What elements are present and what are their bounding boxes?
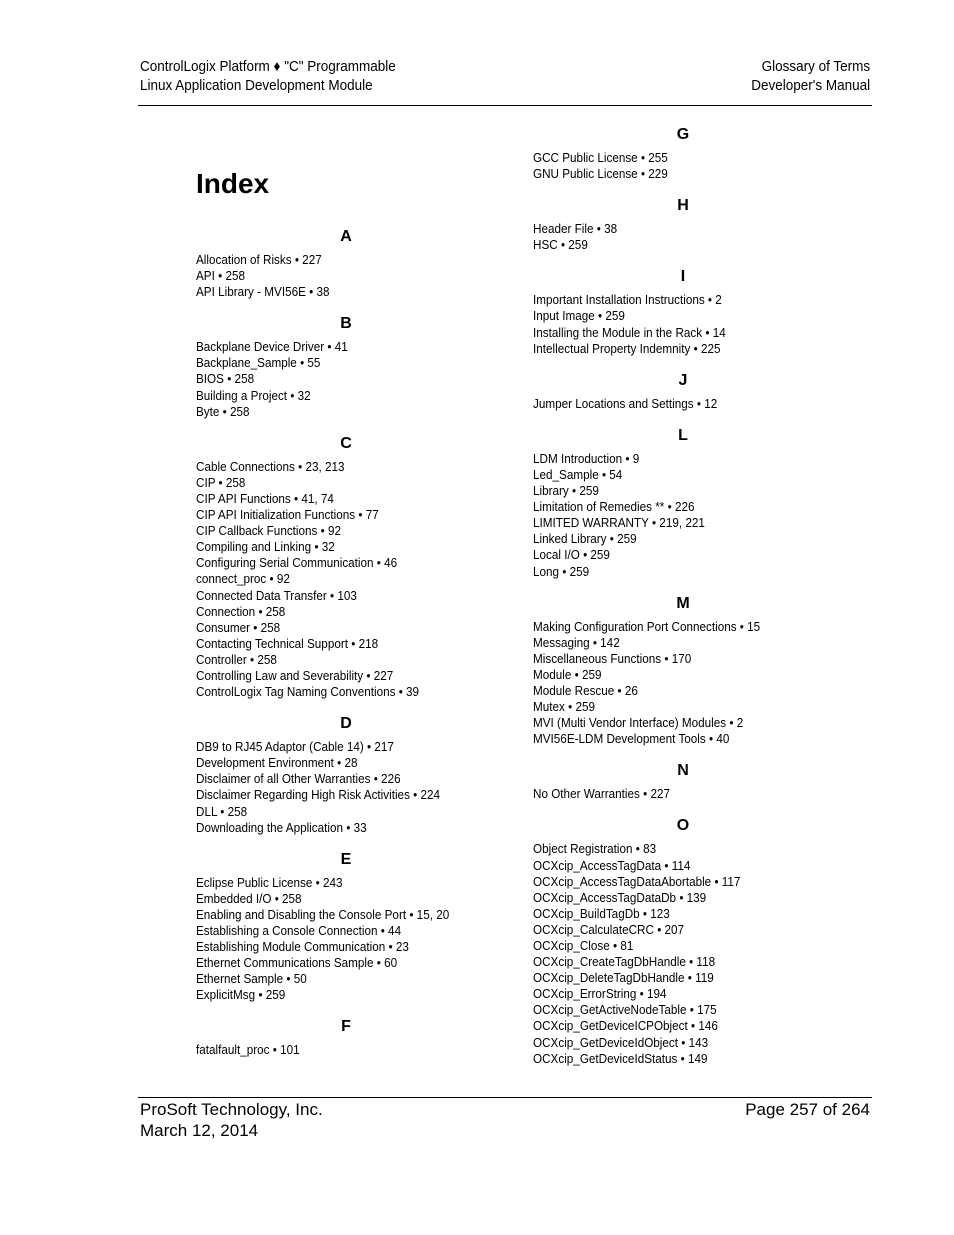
- index-group-l: [533, 451, 833, 580]
- index-entry[interactable]: Controller • 258: [196, 651, 277, 667]
- index-entry[interactable]: Installing the Module in the Rack • 14: [533, 324, 726, 340]
- index-entry[interactable]: OCXcip_AccessTagDataAbortable • 117: [533, 873, 741, 889]
- index-entry[interactable]: Local I/O • 259: [533, 547, 610, 563]
- index-entry[interactable]: Building a Project • 32: [196, 387, 311, 403]
- index-entry[interactable]: Library • 259: [533, 483, 599, 499]
- index-entry[interactable]: Mutex • 259: [533, 699, 595, 715]
- index-entry[interactable]: Disclaimer Regarding High Risk Activities • 224: [196, 787, 441, 803]
- index-letter-heading: C: [340, 434, 352, 452]
- index-entry[interactable]: Compiling and Linking • 32: [196, 539, 335, 555]
- index-group-j: [533, 396, 833, 412]
- index-entry[interactable]: Byte • 258: [196, 403, 250, 419]
- index-entry[interactable]: OCXcip_BuildTagDb • 123: [533, 905, 670, 921]
- index-group-o: [533, 841, 833, 1066]
- index-entry[interactable]: Contacting Technical Support • 218: [196, 635, 379, 651]
- index-column-right: [533, 123, 833, 1079]
- index-entry[interactable]: Jumper Locations and Settings • 12: [533, 395, 718, 411]
- index-entry[interactable]: Backplane Device Driver • 41: [196, 339, 348, 355]
- index-entry[interactable]: OCXcip_GetDeviceIdObject • 143: [533, 1034, 709, 1050]
- index-entry[interactable]: OCXcip_ErrorString • 194: [533, 986, 667, 1002]
- index-entry[interactable]: OCXcip_AccessTagDataDb • 139: [533, 889, 707, 905]
- header-right: [751, 57, 870, 95]
- index-entry[interactable]: GNU Public License • 229: [533, 166, 668, 182]
- index-entry[interactable]: LDM Introduction • 9: [533, 450, 640, 466]
- index-group-i: [533, 292, 833, 356]
- index-letter-heading: I: [680, 268, 686, 286]
- index-entry[interactable]: Messaging • 142: [533, 634, 620, 650]
- index-entry[interactable]: Ethernet Communications Sample • 60: [196, 955, 398, 971]
- footer-right: [745, 1099, 870, 1120]
- page-title: Index: [196, 168, 270, 199]
- index-entry[interactable]: GCC Public License • 255: [533, 150, 668, 165]
- page-number: Page 257 of 264: [745, 1100, 870, 1119]
- index-letter-heading: O: [676, 817, 690, 835]
- index-entry[interactable]: LIMITED WARRANTY • 219, 221: [533, 515, 705, 531]
- index-group-b: [196, 339, 496, 419]
- index-group-c: [196, 459, 496, 700]
- index-entry[interactable]: Header File • 38: [533, 221, 618, 237]
- index-entry[interactable]: CIP API Initialization Functions • 77: [196, 507, 379, 523]
- header-module-name: Linux Application Development Module: [140, 77, 373, 94]
- index-entry[interactable]: Eclipse Public License • 243: [196, 874, 343, 890]
- index-letter-heading: J: [678, 371, 688, 389]
- index-entry[interactable]: Controlling Law and Severability • 227: [196, 667, 394, 683]
- index-entry[interactable]: Led_Sample • 54: [533, 466, 623, 482]
- index-entry[interactable]: OCXcip_GetActiveNodeTable • 175: [533, 1002, 717, 1018]
- index-entry[interactable]: OCXcip_AccessTagData • 114: [533, 857, 691, 873]
- index-entry[interactable]: Long • 259: [533, 563, 590, 579]
- footer-date: March 12, 2014: [140, 1121, 259, 1140]
- index-entry[interactable]: ExplicitMsg • 259: [196, 987, 286, 1003]
- index-group-n: [533, 786, 833, 802]
- footer-left: [140, 1099, 323, 1141]
- index-entry[interactable]: Input Image • 259: [533, 308, 625, 324]
- index-entry[interactable]: Downloading the Application • 33: [196, 819, 367, 835]
- index-group-a: [196, 252, 496, 300]
- index-entry[interactable]: Limitation of Remedies ** • 226: [533, 499, 695, 515]
- index-entry[interactable]: Cable Connections • 23, 213: [196, 458, 345, 474]
- index-entry[interactable]: Enabling and Disabling the Console Port • 15, 20: [196, 906, 450, 922]
- index-letter-heading: N: [677, 762, 689, 780]
- index-entry[interactable]: Allocation of Risks • 227: [196, 252, 322, 267]
- index-entry[interactable]: Establishing a Console Connection • 44: [196, 923, 402, 938]
- index-entry[interactable]: CIP • 258: [196, 474, 246, 490]
- index-letter-heading: A: [340, 228, 352, 245]
- index-entry[interactable]: Module • 259: [533, 666, 602, 682]
- index-entry[interactable]: Intellectual Property Indemnity • 225: [533, 340, 721, 356]
- index-entry[interactable]: Development Environment • 28: [196, 755, 358, 771]
- index-group-h: [533, 221, 833, 253]
- index-entry[interactable]: No Other Warranties • 227: [533, 786, 670, 802]
- header-section-title: Glossary of Terms: [761, 58, 870, 75]
- footer-divider: [138, 1097, 872, 1098]
- index-entry[interactable]: OCXcip_CalculateCRC • 207: [533, 921, 685, 937]
- index-entry[interactable]: ControlLogix Tag Naming Conventions • 39: [196, 684, 420, 700]
- index-entry[interactable]: Object Registration • 83: [533, 841, 657, 857]
- index-entry[interactable]: Making Configuration Port Connections • 15: [533, 618, 761, 634]
- index-entry[interactable]: CIP Callback Functions • 92: [196, 523, 342, 539]
- index-entry[interactable]: Establishing Module Communication • 23: [196, 939, 409, 955]
- index-entry[interactable]: OCXcip_Close • 81: [533, 938, 634, 953]
- index-letter-heading: L: [678, 426, 688, 444]
- index-letter-heading: F: [341, 1018, 351, 1036]
- index-entry[interactable]: OCXcip_DeleteTagDbHandle • 119: [533, 970, 714, 986]
- index-entry[interactable]: CIP API Functions • 41, 74: [196, 490, 334, 506]
- index-entry[interactable]: Consumer • 258: [196, 619, 281, 635]
- index-entry[interactable]: API Library - MVI56E • 38: [196, 284, 330, 300]
- index-group-g: [533, 150, 833, 182]
- index-letter-heading: M: [676, 594, 690, 612]
- index-entry[interactable]: MVI56E-LDM Development Tools • 40: [533, 731, 730, 747]
- index-entry[interactable]: HSC • 259: [533, 237, 588, 253]
- index-entry[interactable]: Important Installation Instructions • 2: [533, 292, 722, 308]
- index-group-e: [196, 875, 496, 1004]
- index-entry[interactable]: fatalfault_proc • 101: [196, 1042, 300, 1058]
- index-entry[interactable]: Connected Data Transfer • 103: [196, 587, 357, 603]
- header-left: [140, 57, 396, 95]
- index-letter-heading: D: [340, 715, 352, 733]
- index-group-m: [533, 619, 833, 748]
- header-divider: [138, 105, 872, 106]
- header-manual-name: Developer's Manual: [751, 77, 870, 94]
- index-entry[interactable]: DB9 to RJ45 Adaptor (Cable 14) • 217: [196, 739, 394, 755]
- index-entry[interactable]: Miscellaneous Functions • 170: [533, 650, 692, 666]
- index-letter-heading: B: [340, 315, 352, 333]
- index-entry[interactable]: OCXcip_CreateTagDbHandle • 118: [533, 954, 716, 970]
- footer-company: ProSoft Technology, Inc.: [140, 1100, 323, 1119]
- index-entry[interactable]: Disclaimer of all Other Warranties • 226: [196, 771, 401, 787]
- index-entry[interactable]: DLL • 258: [196, 803, 248, 819]
- index-letter-heading: H: [677, 197, 689, 215]
- index-entry[interactable]: Backplane_Sample • 55: [196, 355, 321, 371]
- index-entry[interactable]: BIOS • 258: [196, 371, 255, 387]
- header-product-line: ControlLogix Platform ♦ "C" Programmable: [140, 58, 396, 75]
- index-entry[interactable]: Embedded I/O • 258: [196, 890, 302, 906]
- index-entry[interactable]: OCXcip_GetDeviceIdStatus • 149: [533, 1050, 708, 1066]
- index-entry[interactable]: MVI (Multi Vendor Interface) Modules • 2: [533, 715, 744, 731]
- index-entry[interactable]: Configuring Serial Communication • 46: [196, 555, 398, 571]
- index-entry[interactable]: Connection • 258: [196, 603, 286, 619]
- index-entry[interactable]: OCXcip_GetDeviceICPObject • 146: [533, 1018, 718, 1034]
- index-group-d: [196, 739, 496, 836]
- index-entry[interactable]: connect_proc • 92: [196, 571, 290, 587]
- index-entry[interactable]: Module Rescue • 26: [533, 682, 638, 698]
- index-letter-heading: E: [340, 850, 352, 868]
- index-entry[interactable]: Linked Library • 259: [533, 531, 637, 547]
- index-group-f: [196, 1042, 496, 1058]
- index-entry[interactable]: API • 258: [196, 268, 245, 284]
- index-letter-heading: G: [676, 126, 690, 143]
- index-column-left: [196, 225, 496, 1071]
- index-entry[interactable]: Ethernet Sample • 50: [196, 971, 307, 987]
